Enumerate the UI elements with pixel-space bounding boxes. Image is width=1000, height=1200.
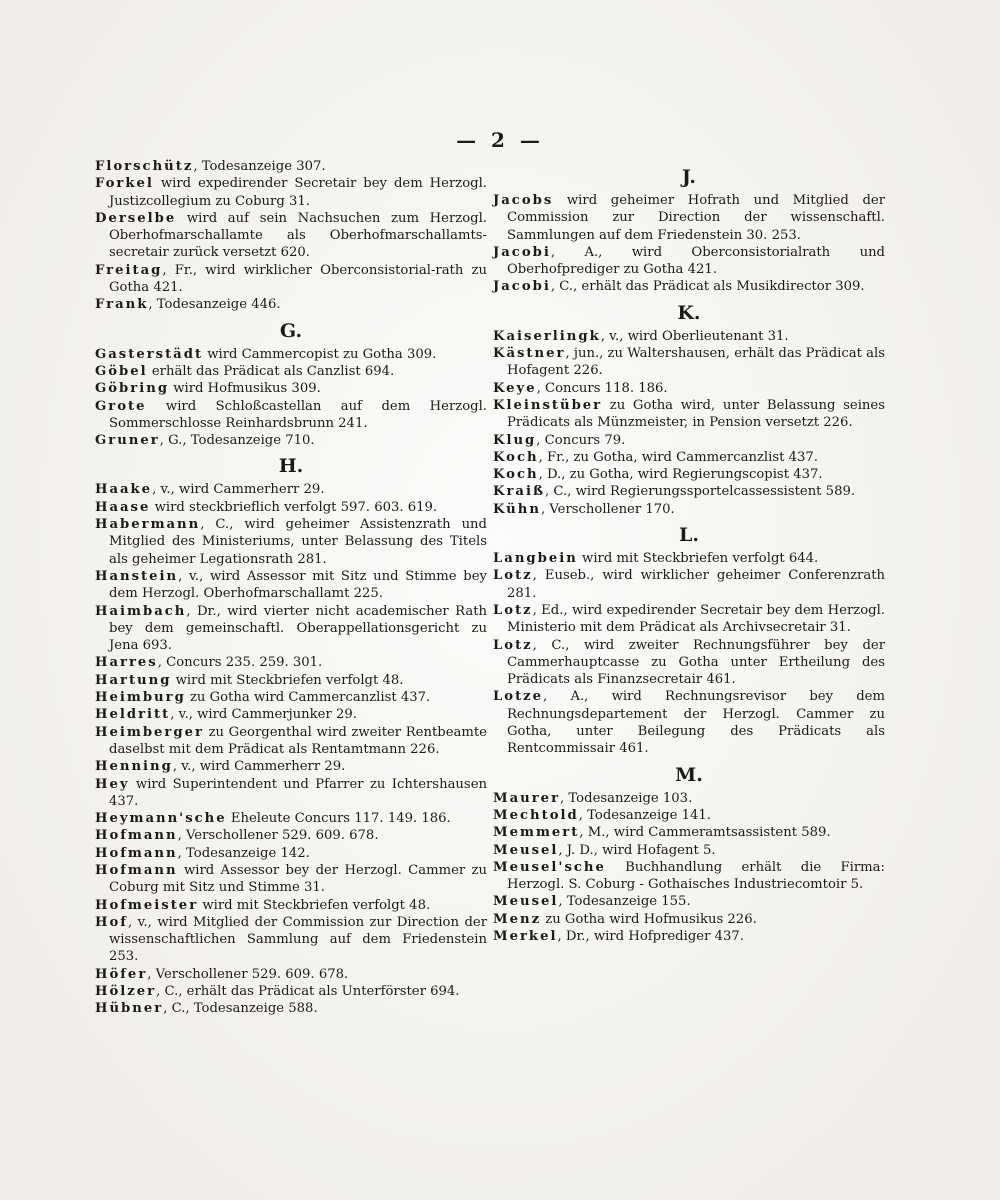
- index-entry: [95, 568, 487, 603]
- entry-text: , Concurs 79.: [536, 432, 626, 448]
- index-entry: [95, 499, 487, 516]
- index-entry: [493, 859, 885, 894]
- index-entry: [95, 654, 487, 671]
- index-entry: [95, 296, 487, 313]
- entry-text: wird Schloßcastellan auf dem Herzogl. Sommerschlosse Reinhardsbrunn 241.: [109, 398, 487, 431]
- index-entry: [95, 672, 487, 689]
- entry-text: , C., Todesanzeige 588.: [163, 1001, 318, 1017]
- entry-name: Langbein: [493, 551, 578, 567]
- entry-text: , Todesanzeige 142.: [177, 845, 310, 861]
- index-entry: [95, 827, 487, 844]
- index-entry: [493, 432, 885, 449]
- index-entry: [95, 175, 487, 210]
- entry-text: , v., wird Oberlieutenant 31.: [600, 328, 789, 344]
- entry-name: Hanstein: [95, 568, 179, 584]
- index-entry: [493, 637, 885, 689]
- index-entry: [493, 483, 885, 500]
- entry-name: Haase: [95, 499, 151, 515]
- entry-name: Jacobs: [493, 193, 554, 208]
- entry-text: wird Assessor bey der Herzogl. Cammer zu Coburg mit Sitz und Stimme 31.: [109, 862, 487, 896]
- index-entry: [493, 842, 885, 859]
- index-entry: [95, 158, 487, 175]
- index-entry: [95, 758, 487, 775]
- entry-text: , v., wird Assessor mit Sitz und Stimme bey dem Herzogl. Oberhofmarschallamt 225.: [109, 568, 487, 602]
- entry-text: , C., wird Regierungssportelcassessistent 589.: [544, 484, 856, 500]
- entry-name: Heimburg: [95, 690, 186, 706]
- entry-text: , Verschollener 170.: [540, 501, 675, 517]
- entry-text: erhält das Prädicat als Canzlist 694.: [147, 363, 395, 379]
- entry-name: Forkel: [95, 176, 154, 192]
- entry-name: Hartung: [95, 672, 172, 688]
- entry-text: , C., wird zweiter Rechnungsführer bey der Cammerhauptcasse zu Gotha unter Ertheilung des Prädicats als Finanzsecretair 461.: [507, 637, 885, 688]
- entry-text: , Todesanzeige 103.: [560, 790, 693, 806]
- index-entry: [493, 688, 885, 757]
- entry-name: Hofmann: [95, 845, 178, 861]
- entry-text: , v., wird Cammerherr 29.: [172, 759, 346, 775]
- entry-name: Mechtold: [493, 807, 579, 823]
- index-entry: [493, 278, 885, 295]
- entry-text: Buchhandlung erhält die Firma: Herzogl. S. Coburg - Gothaisches Industriecomtoir 5.: [507, 859, 885, 893]
- entry-name: Hofmann: [95, 862, 178, 878]
- section-heading: J.: [681, 166, 697, 188]
- index-entry: [95, 432, 487, 449]
- index-entry: [493, 602, 885, 637]
- index-entry: [493, 345, 885, 380]
- index-entry: [95, 862, 487, 897]
- entry-name: Lotz: [493, 637, 533, 653]
- entry-name: Hof: [95, 914, 128, 930]
- index-entry: [493, 790, 885, 807]
- entry-text: wird Cammercopist zu Gotha 309.: [203, 346, 437, 362]
- index-entry: [493, 466, 885, 483]
- section-heading: H.: [278, 455, 304, 478]
- entry-text: , C., erhält das Prädicat als Musikdirector 309.: [550, 279, 865, 295]
- entry-name: Keye: [493, 380, 537, 396]
- index-entry: [95, 897, 487, 914]
- index-entry: [493, 397, 885, 432]
- index-entry: [493, 893, 885, 910]
- index-entry: [95, 363, 487, 380]
- entry-text: zu Gotha wird Cammercanzlist 437.: [185, 690, 431, 706]
- index-entry: [493, 807, 885, 824]
- entry-name: Koch: [493, 467, 539, 483]
- entry-name: Höfer: [95, 966, 148, 982]
- section-heading: G.: [279, 319, 303, 342]
- index-entry: [95, 845, 487, 862]
- index-entry: [493, 380, 885, 397]
- entry-text: wird expedirender Secretair bey dem Herzogl. Justizcollegium zu Coburg 31.: [109, 176, 487, 209]
- entry-name: Frank: [95, 297, 149, 313]
- entry-text: wird Superintendent und Pfarrer zu Ichtershausen 437.: [109, 776, 487, 809]
- entry-name: Kaiserlingk: [493, 328, 601, 344]
- index-entry: [95, 481, 487, 498]
- entry-text: wird steckbrieflich verfolgt 597. 603. 619.: [150, 499, 438, 515]
- entry-text: , Verschollener 529. 609. 678.: [177, 828, 379, 844]
- index-entry: [493, 824, 885, 841]
- index-entry: [95, 724, 487, 759]
- index-entry: [493, 567, 885, 602]
- index-entry: [493, 550, 885, 567]
- entry-name: Memmert: [493, 825, 580, 841]
- index-entry: [95, 516, 487, 568]
- index-entry: [493, 192, 885, 244]
- right-column: [493, 160, 885, 945]
- entry-text: wird geheimer Hofrath und Mitglied der Commission zur Direction der wissenschaftl. Sammlungen auf dem Friedenstein 30. 253.: [507, 193, 885, 243]
- entry-name: Haake: [95, 482, 153, 498]
- index-entry: [95, 380, 487, 397]
- entry-text: , Verschollener 529. 609. 678.: [147, 966, 349, 982]
- index-entry: [95, 914, 487, 966]
- left-column: [95, 158, 487, 1018]
- entry-name: Kästner: [493, 346, 566, 362]
- entry-text: , jun., zu Waltershausen, erhält das Prädicat als Hofagent 226.: [507, 346, 885, 379]
- entry-name: Florschütz: [95, 159, 194, 174]
- entry-text: wird mit Steckbriefen verfolgt 48.: [171, 672, 404, 688]
- entry-text: , Fr., wird wirklicher Oberconsistorial-rath zu Gotha 421.: [109, 262, 487, 296]
- entry-name: Lotz: [493, 568, 533, 584]
- entry-text: zu Gotha wird Hofmusikus 226.: [541, 911, 757, 927]
- entry-name: Koch: [493, 449, 539, 465]
- index-entry: [493, 328, 885, 345]
- entry-text: , Euseb., wird wirklicher geheimer Conferenzrath 281.: [507, 568, 885, 601]
- entry-text: , Todesanzeige 307.: [193, 159, 326, 174]
- index-entry: [95, 966, 487, 983]
- section-heading: M.: [675, 763, 703, 786]
- index-entry: [95, 776, 487, 811]
- entry-name: Grote: [95, 398, 147, 414]
- index-entry: [493, 449, 885, 466]
- entry-name: Haimbach: [95, 603, 187, 619]
- entry-text: Eheleute Concurs 117. 149. 186.: [226, 811, 451, 827]
- index-entry: [95, 262, 487, 297]
- entry-name: Jacobi: [493, 244, 551, 260]
- entry-text: , v., wird Cammerherr 29.: [152, 482, 325, 498]
- entry-name: Lotz: [493, 602, 533, 618]
- entry-name: Freitag: [95, 262, 163, 278]
- entry-name: Meusel'sche: [493, 859, 606, 875]
- entry-name: Gruner: [95, 433, 160, 449]
- index-entry: [493, 501, 885, 518]
- index-entry: [95, 603, 487, 655]
- entry-text: , v., wird Cammerjunker 29.: [170, 707, 357, 723]
- page-number: — 2 —: [456, 128, 544, 152]
- index-entry: [95, 983, 487, 1000]
- index-entry: [493, 911, 885, 928]
- entry-text: , A., wird Oberconsistorialrath und Oberhofprediger zu Gotha 421.: [507, 244, 885, 278]
- entry-name: Meusel: [493, 842, 559, 858]
- entry-text: wird mit Steckbriefen verfolgt 644.: [577, 551, 819, 567]
- index-entry: [95, 810, 487, 827]
- entry-name: Harres: [95, 655, 158, 671]
- entry-text: zu Georgenthal wird zweiter Rentbeamte daselbst mit dem Prädicat als Rentamtmann 226.: [109, 724, 487, 757]
- entry-text: , J. D., wird Hofagent 5.: [558, 842, 716, 858]
- entry-name: Heimberger: [95, 724, 204, 740]
- index-entry: [95, 346, 487, 363]
- index-entry: [493, 244, 885, 279]
- entry-name: Klug: [493, 432, 537, 448]
- entry-text: , Todesanzeige 155.: [558, 894, 691, 910]
- index-entry: [95, 210, 487, 262]
- entry-name: Merkel: [493, 928, 558, 944]
- entry-name: Hofmann: [95, 828, 178, 844]
- entry-text: , Fr., zu Gotha, wird Cammercanzlist 437.: [538, 449, 818, 465]
- index-entry: [493, 928, 885, 945]
- index-entry: [95, 706, 487, 723]
- entry-text: , Dr., wird Hofprediger 437.: [557, 928, 744, 944]
- entry-text: , Concurs 235. 259. 301.: [157, 655, 323, 671]
- entry-text: , Todesanzeige 141.: [578, 807, 711, 823]
- entry-name: Henning: [95, 759, 173, 775]
- entry-name: Heymann'sche: [95, 811, 227, 827]
- entry-text: , C., wird geheimer Assistenzrath und Mitglied des Ministeriums, unter Belassung des Titels als geheimer Legationsrath 281.: [109, 517, 487, 567]
- entry-name: Meusel: [493, 894, 559, 910]
- entry-name: Gasterstädt: [95, 346, 204, 362]
- entry-name: Menz: [493, 911, 542, 927]
- entry-text: wird mit Steckbriefen verfolgt 48.: [198, 897, 431, 913]
- entry-text: , D., zu Gotha, wird Regierungscopist 437.: [538, 467, 823, 483]
- entry-name: Heldritt: [95, 707, 171, 723]
- entry-text: , Ed., wird expedirender Secretair bey dem Herzogl. Ministerio mit dem Prädicat als Archivsecretair 31.: [507, 602, 885, 636]
- entry-text: wird Hofmusikus 309.: [169, 381, 321, 397]
- entry-text: , Concurs 118. 186.: [536, 380, 668, 396]
- entry-text: , v., wird Mitglied der Commission zur Direction der wissenschaftlichen Sammlung auf dem Friedenstein 253.: [109, 914, 487, 965]
- entry-name: Kraiß: [493, 484, 545, 500]
- entry-text: , Dr., wird vierter nicht academischer Rath bey dem gemeinschaftl. Oberappellationsgericht zu Jena 693.: [109, 603, 487, 654]
- entry-text: , M., wird Cammeramtsassistent 589.: [579, 825, 831, 841]
- entry-name: Hey: [95, 776, 130, 792]
- entry-name: Maurer: [493, 790, 561, 806]
- entry-name: Kleinstüber: [493, 397, 603, 413]
- entry-name: Derselbe: [95, 210, 177, 226]
- entry-text: , Todesanzeige 446.: [148, 297, 281, 313]
- entry-name: Göbel: [95, 363, 148, 379]
- entry-name: Hölzer: [95, 984, 157, 1000]
- entry-text: , A., wird Rechnungsrevisor bey dem Rechnungsdepartement der Herzogl. Cammer zu Gotha, unter Beilegung des Prädicats als Rentcommissair 461.: [507, 689, 885, 757]
- entry-name: Jacobi: [493, 279, 551, 295]
- entry-text: wird auf sein Nachsuchen zum Herzogl. Oberhofmarschallamte als Oberhofmarschallamts-secretair zurück versetzt 620.: [109, 210, 487, 261]
- entry-name: Lotze: [493, 689, 544, 705]
- entry-name: Göbring: [95, 381, 170, 397]
- index-entry: [95, 689, 487, 706]
- entry-text: , G., Todesanzeige 710.: [159, 433, 315, 449]
- entry-name: Hofmeister: [95, 897, 199, 913]
- entry-text: zu Gotha wird, unter Belassung seines Prädicats als Münzmeister, in Pension versetzt 226.: [507, 397, 885, 431]
- index-entry: [95, 1000, 487, 1017]
- section-heading: K.: [677, 301, 701, 324]
- entry-name: Habermann: [95, 517, 201, 533]
- entry-name: Kühn: [493, 501, 541, 517]
- index-entry: [95, 398, 487, 433]
- section-heading: L.: [679, 524, 699, 547]
- entry-name: Hübner: [95, 1001, 164, 1017]
- entry-text: , C., erhält das Prädicat als Unterförster 694.: [156, 984, 460, 1000]
